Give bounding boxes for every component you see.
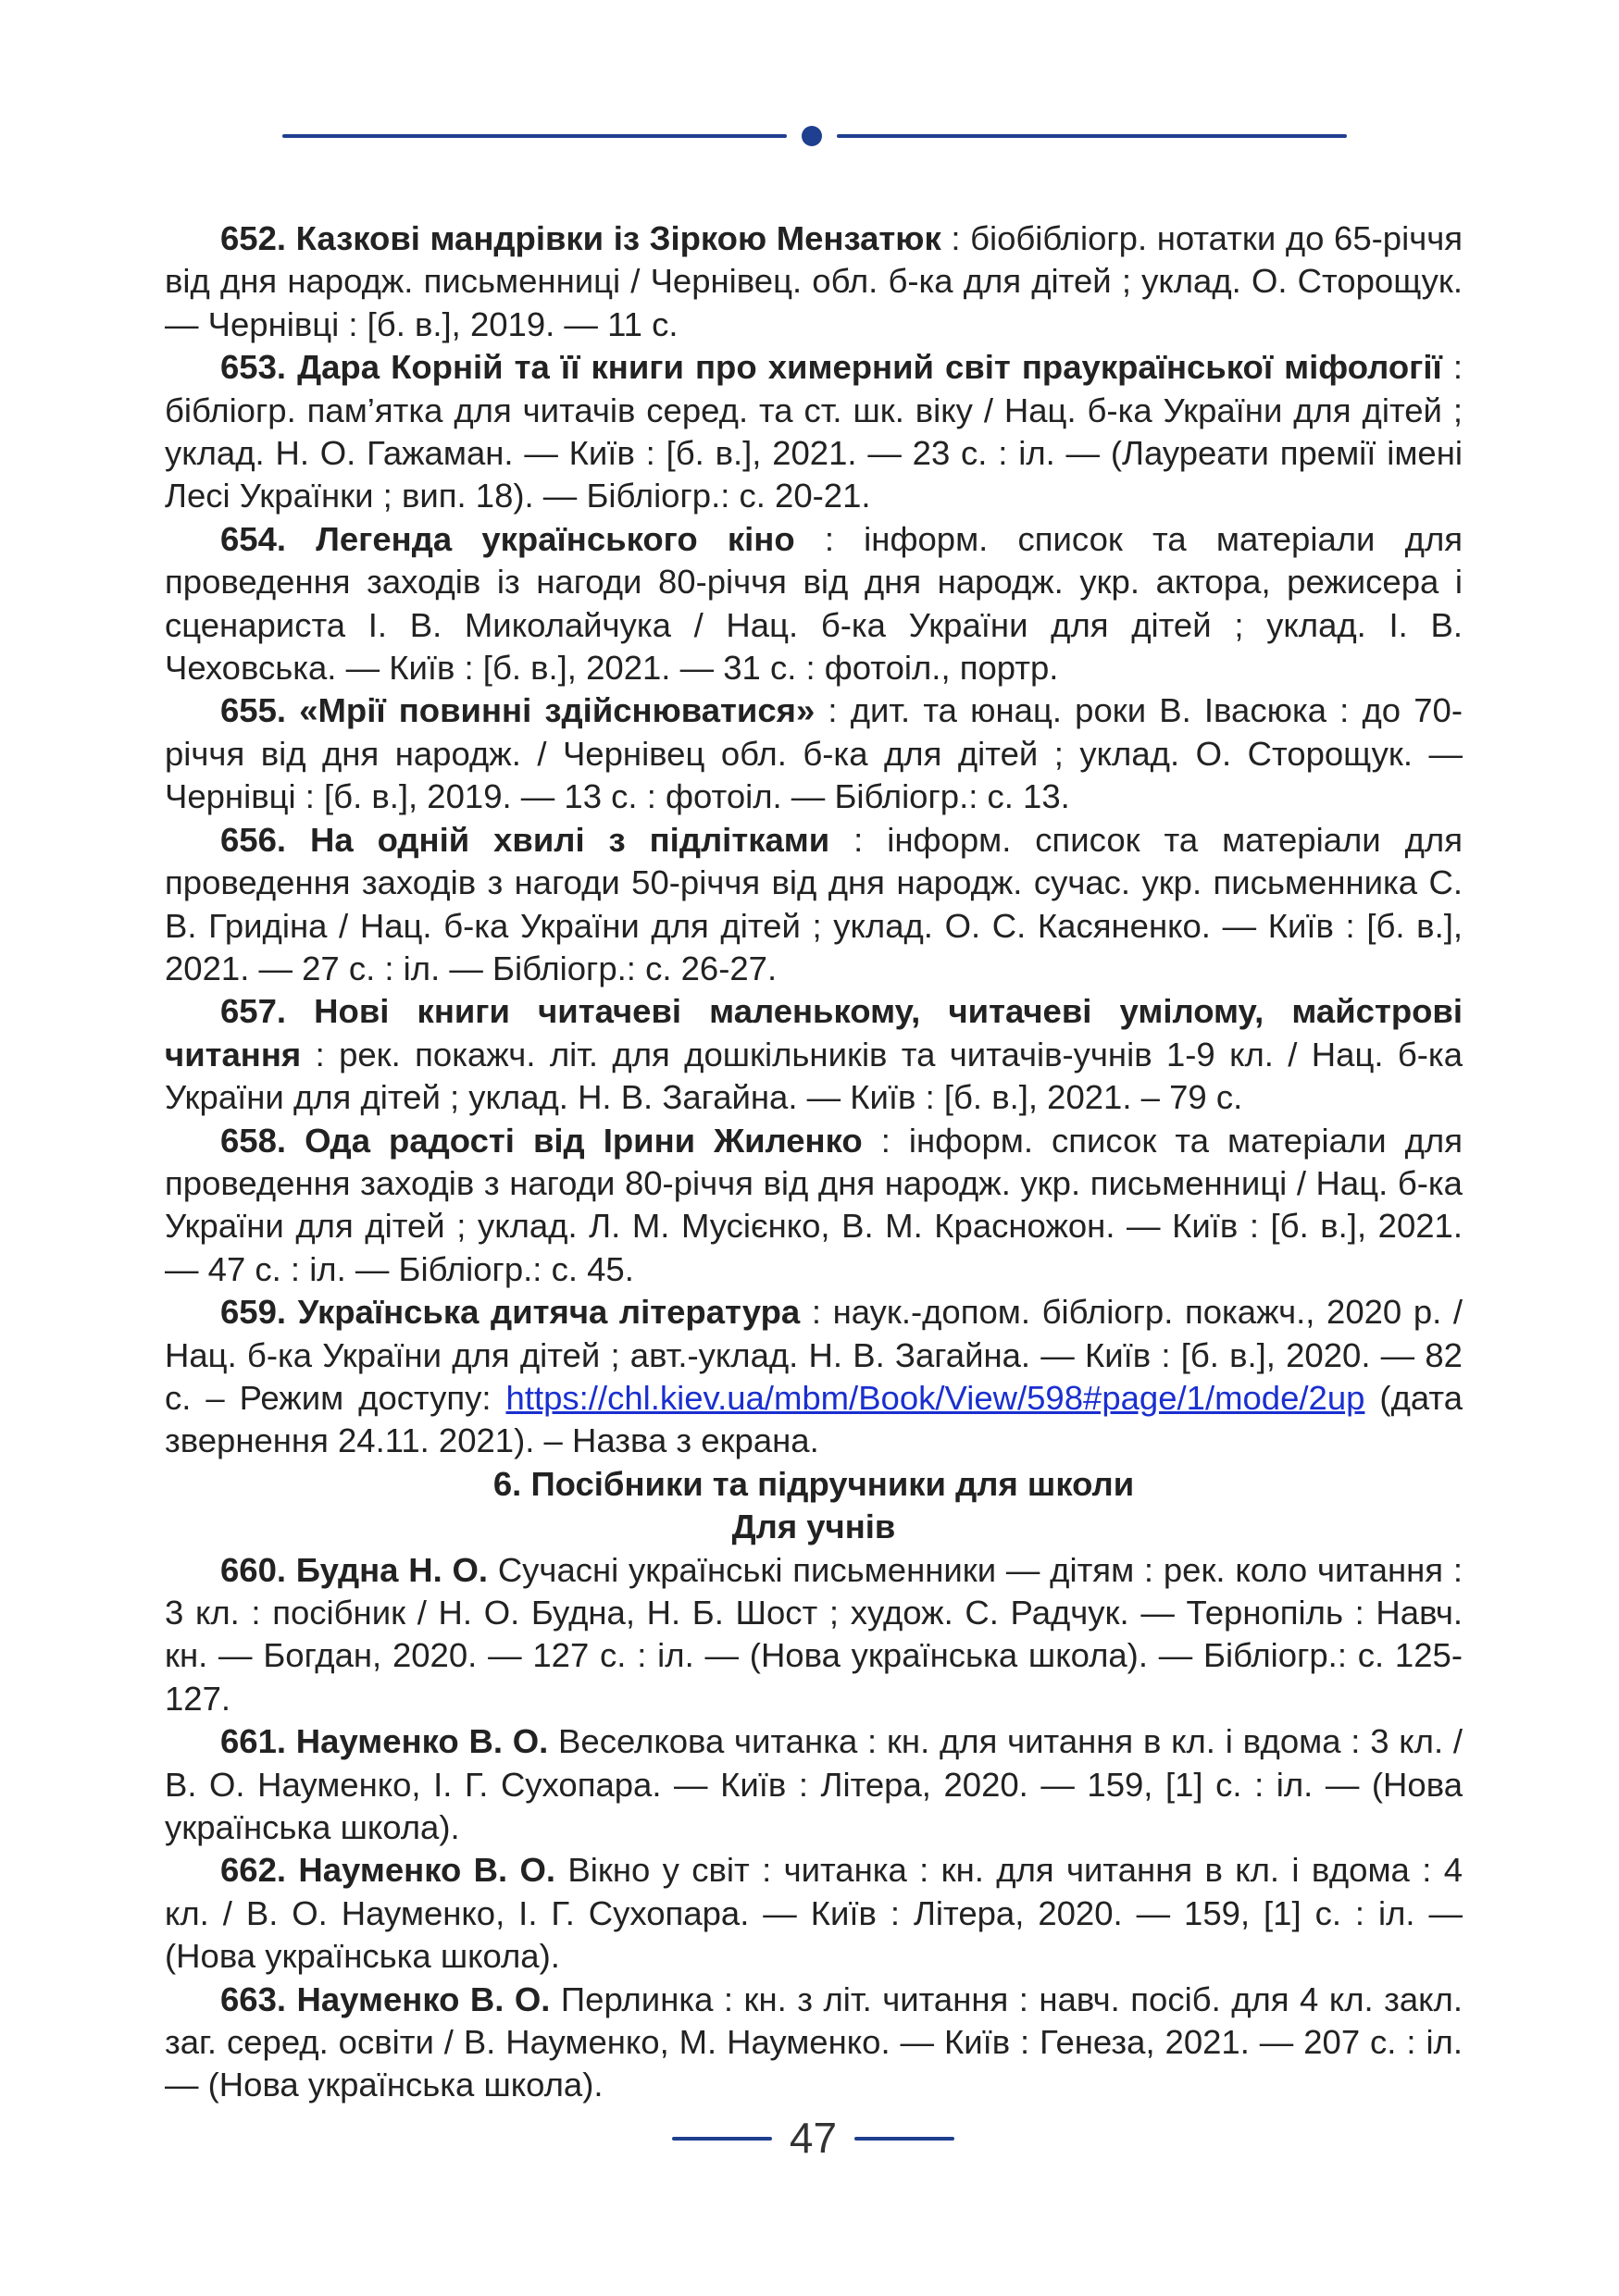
online-resource-link[interactable]: https://chl.kiev.ua/mbm/Book/View/598#page/1/mode/2up bbox=[505, 1378, 1365, 1417]
bibliography-entry bbox=[165, 689, 1463, 818]
entry-heading: 656. На одній хвилі з підлітками bbox=[220, 820, 830, 859]
top-ornament bbox=[282, 126, 1347, 146]
entry-description: : інформ. список та матеріали для проведення заходів з нагоди 80-річчя від дня народж. укр. письменниці / Нац. б-ка України для дітей ; уклад. Л. М. Мусієнко, В. М. Красножон. — Київ : [б. в.], 2021. — 47 с. : іл. — Бібліогр.: с. 45. bbox=[165, 1121, 1463, 1288]
entry-description: : бібліогр. пам’ятка для читачів серед. та ст. шк. віку / Нац. б-ка України для дітей ; уклад. Н. О. Гажаман. — Київ : [б. в.], 2021. — 23 с. : іл. — (Лауреати премії імені Лесі Українки ; вип. 18). — Бібліогр.: с. 20-21. bbox=[165, 348, 1463, 515]
entry-description: Веселкова читанка : кн. для читання в кл. і вдома : 3 кл. / В. О. Науменко, І. Г. Сухопара. — Київ : Літера, 2020. — 159, [1] с. : іл. — (Нова українська школа). bbox=[165, 1722, 1463, 1847]
subsection-title: Для учнів bbox=[731, 1508, 896, 1546]
entry-description: : інформ. список та матеріали для проведення заходів із нагоди 80-річчя від дня народж. укр. актора, режисера і сценариста І. В. Миколайчука / Нац. б-ка України для дітей ; уклад. І. В. Чеховська. — Київ : [б. в.], 2021. — 31 с. : фотоіл., портр. bbox=[165, 519, 1463, 688]
page-number: 47 bbox=[789, 2114, 838, 2162]
ornament-line-left bbox=[282, 134, 787, 138]
ornament-dot bbox=[802, 126, 822, 146]
entry-description: : наук.-допом. бібліогр. покажч., 2020 р. / Нац. б-ка України для дітей ; авт.-уклад. Н. В. Загайна. — Київ : [б. в.], 2020. — 82 с. – Режим доступу: bbox=[165, 1293, 1463, 1417]
bibliography-entry bbox=[165, 518, 1463, 690]
bibliography-entry bbox=[165, 217, 1463, 346]
entry-description: Вікно у світ : читанка : кн. для читання в кл. і вдома : 4 кл. / В. О. Науменко, І. Г. Сухопара. — Київ : Літера, 2020. — 159, [1] с. : іл. — (Нова українська школа). bbox=[165, 1851, 1463, 1976]
section-title: 6. Посібники та підручники для школи bbox=[492, 1464, 1135, 1503]
bibliography-entry bbox=[165, 819, 1463, 991]
bibliography-entry-659 bbox=[165, 1291, 1463, 1463]
bibliography-entry bbox=[165, 1120, 1463, 1292]
bibliography-entry bbox=[165, 1549, 1463, 1721]
footer-line-left bbox=[672, 2137, 772, 2141]
entry-heading: 655. «Мрії повинні здійснюватися» bbox=[220, 691, 816, 730]
entry-description: : біобібліогр. нотатки до 65-річчя від дня народж. письменниці / Чернівец. обл. б-ка для дітей ; уклад. О. Сторощук. — Чернівці : [б. в.], 2019. — 11 с. bbox=[165, 219, 1463, 343]
entry-description: : інформ. список та матеріали для проведення заходів з нагоди 50-річчя від дня народж. сучас. укр. письменника С. В. Гридіна / Нац. б-ка України для дітей ; уклад. О. С. Касяненко. — Київ : [б. в.], 2021. — 27 с. : іл. — Бібліогр.: с. 26-27. bbox=[165, 820, 1463, 987]
entry-description: : рек. покажч. літ. для дошкільників та читачів-учнів 1-9 кл. / Нац. б-ка України для дітей ; уклад. Н. В. Загайна. — Київ : [б. в.], 2021. – 79 с. bbox=[165, 1035, 1463, 1117]
entry-description: Перлинка : кн. з літ. читання : навч. посіб. для 4 кл. закл. заг. серед. освіти / В. Науменко, М. Науменко. — Київ : Генеза, 2021. — 207 с. : іл. — (Нова українська школа). bbox=[165, 1980, 1463, 2104]
bibliography-entry bbox=[165, 1720, 1463, 1849]
entry-author: 661. Науменко В. О. bbox=[220, 1722, 549, 1761]
entry-author: 662. Науменко В. О. bbox=[220, 1851, 556, 1890]
entry-heading: 659. Українська дитяча література bbox=[220, 1293, 801, 1332]
bibliography-entry bbox=[165, 1849, 1463, 1978]
footer-line-right bbox=[854, 2137, 954, 2141]
entry-heading: 653. Дара Корній та її книги про химерний світ праукраїнської міфології bbox=[220, 348, 1442, 387]
bibliography-entry bbox=[165, 990, 1463, 1119]
entry-heading: 657. Нові книги читачеві маленькому, читачеві умілому, майстрові читання bbox=[165, 992, 1463, 1074]
entry-author: 660. Будна Н. О. bbox=[220, 1550, 489, 1589]
entry-author: 663. Науменко В. О. bbox=[220, 1980, 551, 2018]
entry-access-note: (дата звернення 24.11. 2021). – Назва з екрана. bbox=[165, 1378, 1463, 1460]
entry-description: : дит. та юнац. роки В. Івасюка : до 70-річчя від дня народж. / Чернівец обл. б-ка для дітей ; уклад. О. Сторощук. — Чернівці : [б. в.], 2019. — 13 с. : фотоіл. — Бібліогр.: с. 13. bbox=[165, 691, 1463, 816]
entry-description: Сучасні українські письменники — дітям : рек. коло читання : 3 кл. : посібник / Н. О. Будна, Н. Б. Шост ; худож. С. Радчук. — Тернопіль : Навч. кн. — Богдан, 2020. — 127 с. : іл. — (Нова українська школа). — Бібліогр.: с. 125-127. bbox=[165, 1550, 1463, 1718]
bibliography-entry bbox=[165, 1979, 1463, 2107]
entry-heading: 652. Казкові мандрівки із Зіркою Мензатюк bbox=[220, 219, 941, 257]
entries-group-b bbox=[165, 1549, 1463, 2107]
entry-heading: 658. Ода радості від Ірини Жиленко bbox=[220, 1121, 863, 1160]
entry-heading: 654. Легенда українського кіно bbox=[220, 519, 795, 558]
bibliography-content bbox=[165, 217, 1463, 2107]
ornament-line-right bbox=[837, 134, 1347, 138]
page-footer bbox=[665, 2110, 955, 2166]
bibliography-entry bbox=[165, 346, 1463, 518]
entries-group-a bbox=[165, 217, 1463, 1291]
